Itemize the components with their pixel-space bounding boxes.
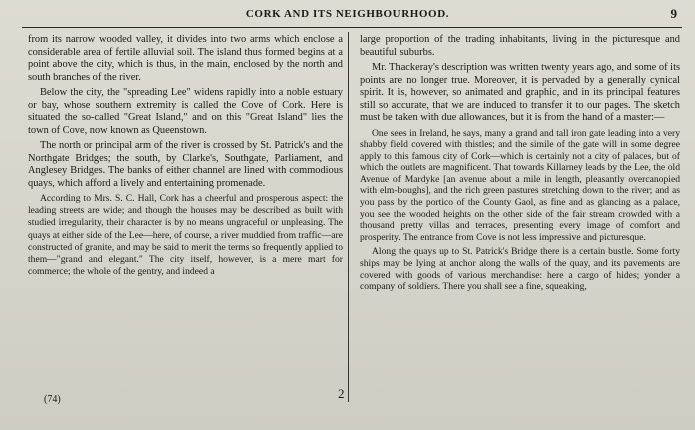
running-header	[0, 8, 695, 28]
signature-mark: (74)	[44, 394, 61, 405]
left-paragraph-1: from its narrow wooded valley, it divides into two arms which enclose a considerable area of fertile alluvial soil. The island thus formed begins at a point above the city, which is thus, in the main, enclosed by the north and south branches of the river.	[28, 34, 343, 83]
left-paragraph-4: According to Mrs. S. C. Hall, Cork has a cheerful and prosperous aspect: the leading streets are wide; and though the houses may be described as built with studied irregularity, their character is by no means ungraceful or unpleasing. The quays at either side of the Lee—here, of course, a river muddied from traffic—are constructed of granite, and may be said to merit the terms so frequently applied to them—"grand and elegant." The city itself, however, is a mere mart for commerce; the whole of the gentry, and indeed a	[28, 193, 343, 278]
left-column	[28, 34, 343, 278]
header-rule	[22, 27, 682, 28]
right-paragraph-1: large proportion of the trading inhabitants, living in the picturesque and beautiful suburbs.	[360, 34, 680, 58]
footer-mark: 2	[338, 386, 345, 401]
page-title: CORK AND ITS NEIGHBOURHOOD.	[245, 8, 450, 20]
left-paragraph-2: Below the city, the "spreading Lee" widens rapidly into a noble estuary or bay, whose southern extremity is called the Cove of Cork. Here is situated the so-called "Great Island," and on this "Great Island" lies the town of Cove, now known as Queenstown.	[28, 87, 343, 136]
page-number: 9	[670, 6, 677, 21]
right-column	[360, 34, 680, 293]
left-paragraph-3: The north or principal arm of the river is crossed by St. Patrick's and the Northgate Bridges; the south, by Clarke's, Southgate, Parliament, and Anglesey Bridges. The banks of either channel are lined with commodious quays, which afford a lively and entertaining promenade.	[28, 140, 343, 189]
column-divider	[348, 32, 349, 402]
right-paragraph-2: Mr. Thackeray's description was written twenty years ago, and some of its points are no longer true. Moreover, it is pervaded by a generally cynical spirit. It is, however, so animated and graphic, and in its principal features still so accurate, that we are induced to transfer it to our pages. The sketch must be taken with due allowances, but it is from the hand of a master:—	[360, 62, 680, 123]
right-paragraph-4: Along the quays up to St. Patrick's Bridge there is a certain bustle. Some forty ships may be lying at anchor along the walls of the quay, and its pavements are covered with goods of various merchandise: here a cargo of hides; yonder a company of soldiers. There you shall see a fine, squeaking,	[360, 246, 680, 293]
right-paragraph-3: One sees in Ireland, he says, many a grand and tall iron gate leading into a very shabby field covered with thistles; and the simile of the gate will in some degree apply to this famous city of Cork—which is certainly not a city of palaces, but of which the outlets are magnificent. That towards Killarney leads by the Lee, the old Avenue of Mardyke [an avenue about a mile in length, pleasantly overcanopied with elm-boughs], and the rich green pastures stretching down to the river; and as you pass by the portico of the County Gaol, as fine and as glancing as a palace, you see the wooded heights on the other side of the fair stream crowded with a thousand pretty villas and terraces, presenting every image of comfort and prosperity. The entrance from Cove is not less impressive and picturesque.	[360, 127, 680, 243]
